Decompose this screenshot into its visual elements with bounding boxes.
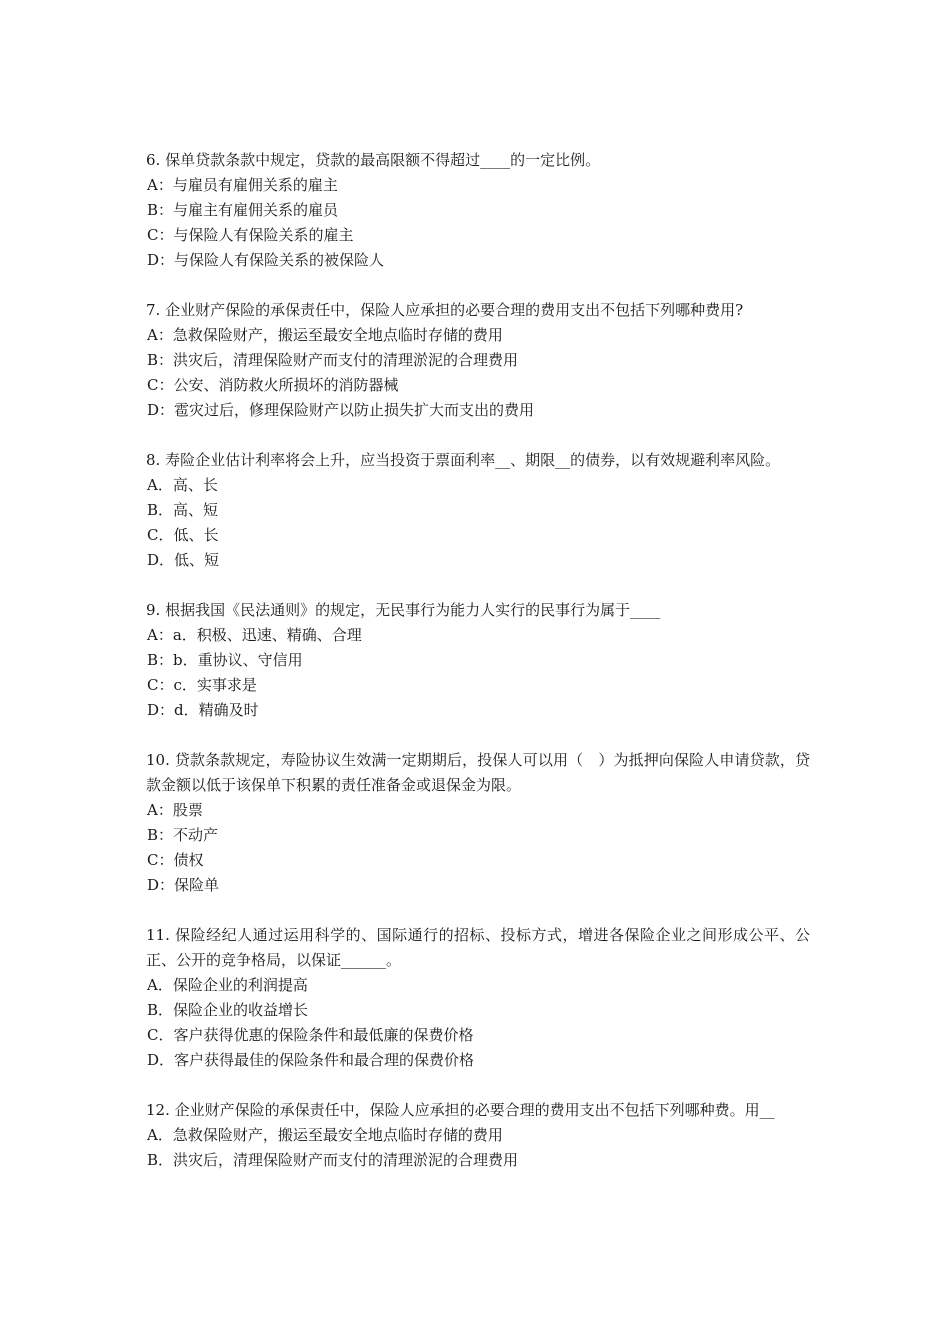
option-a: A：a．积极、迅速、精确、合理 (147, 626, 362, 644)
option-a: A．高、长 (147, 476, 218, 494)
document-page (146, 148, 810, 1198)
option-d: D：d．精确及时 (147, 701, 259, 719)
question-stem: 9. 根据我国《民法通则》的规定，无民事行为能力人实行的民事行为属于____ (146, 601, 661, 619)
option-c: C．低、长 (147, 526, 219, 544)
question-stem: 10. 贷款条款规定，寿险协议生效满一定期期后，投保人可以用（ ）为抵押向保险人申请贷款，贷款金额以低于该保单下积累的责任准备金或退保金为限。 (146, 751, 810, 794)
option-c: C．客户获得优惠的保险条件和最低廉的保费价格 (147, 1026, 474, 1044)
option-c: C：与保险人有保险关系的雇主 (147, 226, 354, 244)
question-9 (146, 598, 810, 723)
option-a: A：股票 (147, 801, 203, 819)
option-d: D．低、短 (147, 551, 220, 569)
option-a: A：急救保险财产，搬运至最安全地点临时存储的费用 (147, 326, 503, 344)
option-d: D：保险单 (147, 876, 220, 894)
option-b: B．保险企业的收益增长 (147, 1001, 309, 1019)
option-d: D：与保险人有保险关系的被保险人 (147, 251, 385, 269)
question-11 (146, 923, 810, 1073)
question-stem: 6. 保单贷款条款中规定，贷款的最高限额不得超过____的一定比例。 (146, 151, 601, 169)
option-b: B．洪灾后，清理保险财产而支付的清理淤泥的合理费用 (147, 1151, 519, 1169)
question-stem: 7. 企业财产保险的承保责任中，保险人应承担的必要合理的费用支出不包括下列哪种费用? (146, 301, 744, 319)
question-8 (146, 448, 810, 573)
option-a: A：与雇员有雇佣关系的雇主 (147, 176, 338, 194)
option-b: B．高、短 (147, 501, 219, 519)
question-stem: 8. 寿险企业估计利率将会上升，应当投资于票面利率__、期限__的债券，以有效规避利率风险。 (146, 451, 781, 469)
option-d: D：雹灾过后，修理保险财产以防止损失扩大而支出的费用 (147, 401, 535, 419)
option-b: B：不动产 (147, 826, 219, 844)
option-b: B：b．重协议、守信用 (147, 651, 303, 669)
option-a: A．保险企业的利润提高 (147, 976, 308, 994)
question-12 (146, 1098, 810, 1173)
option-b: B：洪灾后，清理保险财产而支付的清理淤泥的合理费用 (147, 351, 519, 369)
option-d: D．客户获得最佳的保险条件和最合理的保费价格 (147, 1051, 475, 1069)
option-a: A．急救保险财产，搬运至最安全地点临时存储的费用 (147, 1126, 503, 1144)
question-stem: 11. 保险经纪人通过运用科学的、国际通行的招标、投标方式，增进各保险企业之间形成公平、公正、公开的竞争格局，以保证______。 (146, 926, 810, 969)
option-c: C：债权 (147, 851, 204, 869)
question-10 (146, 748, 810, 898)
option-c: C：c．实事求是 (147, 676, 257, 694)
option-b: B：与雇主有雇佣关系的雇员 (147, 201, 339, 219)
question-6 (146, 148, 810, 273)
option-c: C：公安、消防救火所损坏的消防器械 (147, 376, 399, 394)
question-7 (146, 298, 810, 423)
question-stem: 12. 企业财产保险的承保责任中，保险人应承担的必要合理的费用支出不包括下列哪种费。用__ (146, 1101, 775, 1119)
